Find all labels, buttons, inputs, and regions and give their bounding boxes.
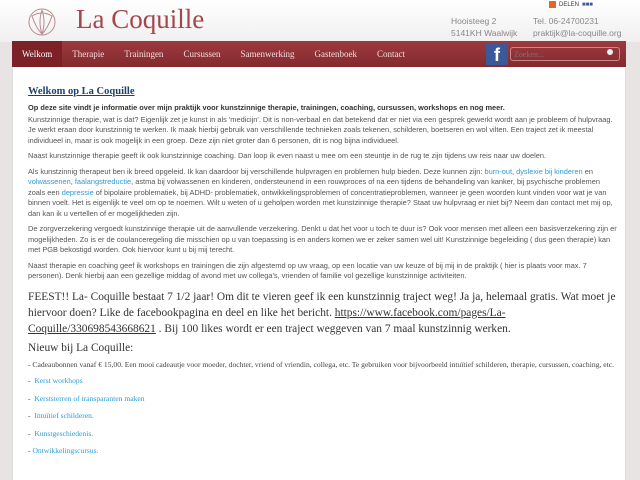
shell-logo-icon	[26, 6, 58, 38]
list-link[interactable]: Ontwikkelingscursus.	[32, 446, 99, 455]
link-volwassenen[interactable]: volwassenen	[28, 177, 71, 186]
announcement	[28, 289, 618, 337]
nav-welkom[interactable]: Welkom	[12, 41, 62, 67]
search-icon[interactable]	[607, 49, 613, 55]
list-link[interactable]: Kerst workhops	[34, 376, 83, 385]
contact-info	[533, 15, 621, 39]
paragraph	[28, 167, 618, 220]
social-icons: ■■■	[582, 1, 593, 8]
facebook-page-link[interactable]: https://www.facebook.com/pages/La-Coquille/330698543668621	[28, 306, 506, 335]
link-burnout[interactable]: burn-out	[484, 166, 512, 176]
text: ,	[70, 177, 75, 186]
text: . Bij 100 likes wordt er een traject weggeven van 7 maal kunstzinnig werken.	[155, 322, 511, 335]
text: , astma bij volwassenen en kinderen, ondersteunend in een rouwproces of na een tijdens de behandeling van kanker, bij psychische problemen zoals een	[28, 177, 600, 197]
cadeau-text: - Cadeaubonnen vanaf € 15,00. Een mooi cadeautje voor moeder, dochter, vriend of vriendin, collega, etc. Te gebruiken voor bijvoorbeeld intuïtief schilderen, therapie, cursussen, coaching, etc.	[28, 359, 614, 369]
nav-trainingen[interactable]: Trainingen	[124, 49, 164, 59]
list-link[interactable]: Kerststerren of transparanten maken	[34, 393, 145, 403]
logo-text[interactable]: La Coquille	[76, 4, 205, 34]
search-input[interactable]	[510, 47, 620, 61]
address-line: Hooisteeg 2	[451, 16, 497, 26]
list-item: - Kunstgeschiedenis.	[28, 428, 94, 438]
email-link[interactable]: praktijk@la-coquille.org	[533, 28, 622, 38]
nav-samenwerking[interactable]: Samenwerking	[240, 49, 295, 59]
text: en	[582, 166, 593, 176]
text: of bipolaire problematiek, bij ADHD- problematiek, ontwikkelingsproblemen of concentratieproblemen, wanneer je geen woorden kunt vinden voor wat je van binnen voelt. Het is eigenlijk te veel om op te noemen. Wilt u weten of u geholpen worden met kunstzinnige therapie? Staat uw hulpvraag er niet bij? Neem dan contact met mij op, dan kan ik u vertellen of er mogelijkheden zijn.	[28, 187, 613, 218]
link-depressie[interactable]: depressie	[61, 187, 94, 197]
list-link[interactable]: Kunstgeschiedenis.	[34, 428, 94, 438]
phone: Tel. 06-24700231	[533, 16, 599, 26]
share-button[interactable]	[549, 1, 593, 8]
list-item: - Kerststerren of transparanten maken	[28, 393, 145, 403]
address-line: 5141KH Waalwijk	[451, 28, 518, 38]
link-dyslexie[interactable]: dyslexie bij kinderen	[516, 166, 583, 176]
nav-contact[interactable]: Contact	[376, 49, 405, 59]
paragraph: De zorgverzekering vergoedt kunstzinnige therapie uit de aanvullende verzekering. Denkt u dat het voor u toch te duur is? Ook voor mensen met alleen een basisverzekering zijn er mogelijkheden. Zo is er de coulanceregeling die misschien op u van toepassing is en anders komen we er zeker samen wel uit! Kunstzinnige begeleiding ( dus geen therapie) kan met PGB bekostigd worden. Ook hiervoor kunt u bij mij terecht.	[28, 224, 617, 254]
address	[451, 15, 517, 39]
text: ,	[512, 166, 517, 176]
list-item: - Kerst workhops	[28, 376, 83, 385]
share-label: DELEN	[559, 1, 580, 8]
nav-gastenboek[interactable]: Gastenboek	[314, 49, 357, 59]
intro-text: Op deze site vindt je informatie over mijn praktijk voor kunstzinnige therapie, trainingen, coaching, cursussen, workshops en nog meer.	[28, 103, 505, 112]
nav-cursussen[interactable]: Cursussen	[183, 49, 221, 59]
paragraph: Naast therapie en coaching geef ik workshops en trainingen die zijn afgestemd op uw vraag, op een locatie van uw keuze of bij mij in de praktijk ( hier is plaats voor max. 7 personen). Denk hierbij aan een gezellige middag of avond met uw collega's, vrienden of familie vol gezellige kunstzinnige activiteiten.	[28, 260, 587, 280]
share-icon	[549, 1, 556, 8]
nav-therapie[interactable]: Therapie	[72, 49, 105, 59]
list-item: - Intuïtief schilderen.	[28, 411, 94, 420]
link-faalangst[interactable]: faalangstreductie	[74, 177, 132, 186]
section-heading: Nieuw bij La Coquille:	[28, 341, 134, 354]
page-title: Welkom op La Coquille	[28, 86, 135, 97]
paragraph: Naast kunstzinnige therapie geeft ik ook kunstzinnige coaching. Dan loop ik even naast u mee om een steuntje in de rug te zijn tijdens uw reis naar uw doelen.	[28, 151, 547, 160]
list-link[interactable]: Intuïtief schilderen.	[34, 411, 94, 420]
facebook-icon[interactable]: f	[486, 43, 508, 65]
paragraph: Kunstzinnige therapie, wat is dat? Eigenlijk zet je kunst in als 'medicijn'. Dit is non-verbaal en dat betekend dat er niet via een gesprek gewerkt wordt aan je probleem of hulpvraag. Je werkt eraan door kunstzinnig te werken. Ik maak hierbij gebruik van verschillende technieken zoals tekenen, schilderen, boetseren en wol vilten. Een traject zet ik meestal individueel in, maar is ook mogelijk in een groep. Deze zijn niet groter dan 6 personen, dit is nog bijna individueel.	[28, 114, 613, 145]
content	[28, 86, 618, 464]
text: Als kunstzinnig therapeut ben ik breed opgeleid. Ik kan daardoor bij verschillende hulpvragen en problemen hulp bieden. Deze kunnen zijn:	[28, 166, 485, 176]
list-item: - Ontwikkelingscursus.	[28, 446, 99, 455]
header	[0, 0, 640, 42]
text: FEEST!! La- Coquille bestaat 7 1/2 jaar! Om dit te vieren geef ik een kunstzinnig traject weg! Ja ja, helemaal gratis. Wat moet je hiervoor doen? Like de facebookpagina en deel en like het bericht.	[28, 290, 616, 319]
